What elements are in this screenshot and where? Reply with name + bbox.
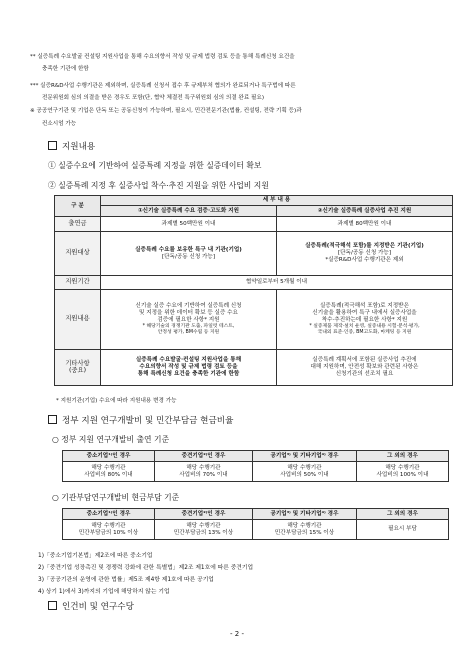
cash-burden-table (62, 508, 449, 540)
footnote-4: 4) 상기 1)에서 3)까지의 기업에 해당하지 않는 기업 (38, 589, 170, 595)
funding-cell-public (253, 462, 357, 482)
content-b-line-4: * 실증제품 제작·설치 운영, 실증내용 시험·분석·평가, (309, 323, 420, 329)
section-title-text: 인건비 및 연구수당 (62, 602, 134, 612)
footnote-2: 2)「중견기업 성장촉진 및 경쟁력 강화에 관한 특별법」제2조 제1호에 따른 중견기업 (38, 565, 254, 571)
cash-cell-midsize (155, 520, 253, 540)
funding-ratio-table (62, 450, 449, 482)
etc-label-line-2: (중요) (68, 366, 87, 374)
cash-line1: 필요시 부담 (388, 526, 417, 533)
checkbox-square-icon (48, 141, 57, 150)
table-note: * 지원기관(기업) 수요에 따라 지원내용 변경 가능 (56, 398, 177, 404)
content-a-line-4: * 해당기술의 경쟁기관 도출, 파일럿 테스트, (142, 323, 235, 329)
funding-line2: 사업비의 70% 이내 (179, 471, 228, 478)
funding-line1: 해당 수행기관 (287, 464, 322, 471)
col-b-header: ②신기술 실증특례 실증사업 추진 지원 (277, 206, 453, 217)
funding-line2: 사업비의 80% 이내 (84, 471, 133, 478)
funding-line1: 해당 수행기관 (91, 464, 126, 471)
cash-line1: 해당 수행기관 (91, 522, 126, 529)
etc-label-line-1: 기타사항 (65, 359, 90, 367)
content-a-line-2: 및 지정을 위한 데이터 확보 등 실증 수요 (139, 310, 238, 317)
funding-cell-midsize (155, 462, 253, 482)
etc-b-line-3: 신청기관의 선조치 필요 (335, 370, 394, 377)
content-b-line-3: 착수·추진하는데 필요한 사항* 지원 (321, 316, 408, 323)
cash-header-public: 공기업³⁾ 및 기타기업⁴⁾ 경우 (253, 509, 357, 520)
cash-cell-other (357, 520, 449, 540)
period-value: 협약일로부터 5개월 이내 (101, 276, 453, 290)
cash-line1: 해당 수행기관 (186, 522, 221, 529)
row-label-content: 지원내용 (55, 290, 101, 350)
target-b-line-1: 실증특례(적극해석 포함)를 지정받은 기관(기업) (305, 243, 424, 250)
section-funding-title (48, 414, 233, 426)
etc-a-line-2: 수요의향서 작성 및 규제 법령 검토 등을 (139, 364, 238, 371)
col-division-header: 구 분 (55, 196, 101, 217)
footnote-1: 1)「중소기업기본법」제2조에 따른 중소기업 (38, 553, 153, 559)
target-a-line-2: [단독/공동 신청 가능] (161, 253, 216, 260)
funding-line1: 해당 수행기관 (385, 464, 420, 471)
content-b-line-1: 실증특례(적극해석 포함)로 지정받은 (320, 303, 409, 310)
row-label-budget: 출연금 (55, 217, 101, 232)
budget-b: 과제별 80백만원 이내 (277, 217, 453, 232)
row-label-etc (55, 350, 101, 386)
funding-header-midsize: 중견기업²⁾인 경우 (155, 451, 253, 462)
section-support-content-title (48, 140, 95, 152)
funding-cell-other (357, 462, 449, 482)
funding-line2: 사업비의 50% 이내 (280, 471, 329, 478)
funding-subheading-1: ○ 정부 지원 연구개발비 출연 기준 (52, 435, 170, 444)
content-a-cell (101, 290, 277, 350)
support-detail-table (54, 195, 453, 386)
cash-cell-sme (63, 520, 155, 540)
section-labor-cost-title (48, 600, 134, 612)
cash-line2: 민간부담금의 10% 이상 (78, 529, 139, 536)
funding-line2: 사업비의 100% 이내 (376, 471, 429, 478)
funding-line1: 해당 수행기관 (186, 464, 221, 471)
target-b-cell (277, 232, 453, 276)
target-a-line-1: 실증특례 수요를 보유한 특구 내 기관(기업) (135, 246, 242, 253)
section-title-text: 지원내용 (62, 142, 96, 152)
checkbox-square-icon (48, 601, 57, 610)
etc-b-line-1: 실증특례 계획서에 포함된 실증사업 추진에 (312, 357, 417, 364)
checkbox-square-icon (48, 415, 57, 424)
budget-a: 과제별 50백만원 이내 (101, 217, 277, 232)
etc-b-cell (277, 350, 453, 386)
col-a-header: ①신기술 실증특례 수요 검증·고도화 지원 (101, 206, 277, 217)
support-item-1: ① 실증수요에 기반하여 실증특례 지정을 위한 실증데이터 확보 (48, 161, 262, 170)
cash-cell-public (253, 520, 357, 540)
funding-header-sme: 중소기업¹⁾인 경우 (63, 451, 155, 462)
target-b-line-3: *실증R&D사업 수행기관은 제외 (325, 256, 404, 263)
content-b-line-5: 국내외 표준·인증, BM고도화, 마케팅 등 지원 (317, 329, 412, 335)
etc-a-line-1: 실증특례 수요발굴·컨설팅 지원사업을 통해 (135, 357, 242, 364)
note-3-line-2: 컨소시엄 가능 (42, 121, 77, 127)
content-a-line-3: 검증에 필요한 사항* 지원 (157, 316, 220, 323)
page-number: - 2 - (230, 630, 244, 638)
cash-header-sme: 중소기업¹⁾인 경우 (63, 509, 155, 520)
funding-header-public: 공기업³⁾ 및 기타기업⁴⁾ 경우 (253, 451, 357, 462)
funding-subheading-2: ○ 기관부담연구개발비 현금부담 기준 (52, 493, 180, 502)
content-b-line-2: 신기술을 활용하여 특구 내에서 실증사업을 (312, 310, 417, 317)
note-2-line-2: 전문위원회 심의 의결을 받은 경우도 포함(단, 협약 체결전 특구위원회 심의 의결 완료 필요) (42, 95, 265, 101)
note-2-line-1: *** 실증R&D사업 수행기관은 제외하며, 실증특례 신청서 접수 후 규제부처 협의가 완료되거나 특구법에 따른 (30, 83, 296, 89)
cash-line2: 민간부담금의 15% 이상 (274, 529, 335, 536)
content-b-cell (277, 290, 453, 350)
funding-header-other: 그 외의 경우 (357, 451, 449, 462)
cash-header-other: 그 외의 경우 (357, 509, 449, 520)
content-a-line-1: 신기술 실증 수요에 기반하여 실증특례 신청 (135, 303, 242, 310)
content-a-line-5: 안정성 평가, BM수립 등 지원 (157, 329, 220, 335)
support-item-2: ② 실증특례 지정 후 실증사업 착수·추진 지원을 위한 사업비 지원 (48, 181, 269, 190)
row-label-period: 지원기간 (55, 276, 101, 290)
cash-header-midsize: 중견기업²⁾인 경우 (155, 509, 253, 520)
note-1-line-1: ** 실증특례 수요발굴 컨설팅 지원사업을 통해 수요의향서 작성 및 규제 법령 검토 등을 통해 특례신청 요건을 (30, 54, 295, 60)
col-detail-header: 세 부 내 용 (101, 196, 453, 206)
etc-a-cell (101, 350, 277, 386)
row-label-target: 지원대상 (55, 232, 101, 276)
note-3-line-1: ※ 공공연구기관 및 기업은 단독 또는 공동신청이 가능하며, 필요시, 민간전문기관(법률, 컨설팅, 전략 기획 등)과 (30, 108, 302, 114)
cash-line2: 민간부담금의 13% 이상 (173, 529, 234, 536)
footnote-3: 3)「공공기관의 운영에 관한 법률」제5조 제4항 제1호에 따른 공기업 (38, 577, 214, 583)
note-1-line-2: 충족한 기관에 한함 (42, 66, 89, 72)
target-a-cell (101, 232, 277, 276)
cash-line1: 해당 수행기관 (287, 522, 322, 529)
etc-a-line-3: 통해 특례신청 요건을 충족한 기관에 한함 (137, 370, 240, 377)
funding-cell-sme (63, 462, 155, 482)
section-title-text: 정부 지원 연구개발비 및 민간부담금 현금비율 (62, 416, 234, 426)
etc-b-line-2: 대해 지원하며, 안전성 확보와 관련된 사항은 (310, 364, 419, 371)
target-b-line-2: [단독/공동 신청 가능] (337, 250, 392, 257)
